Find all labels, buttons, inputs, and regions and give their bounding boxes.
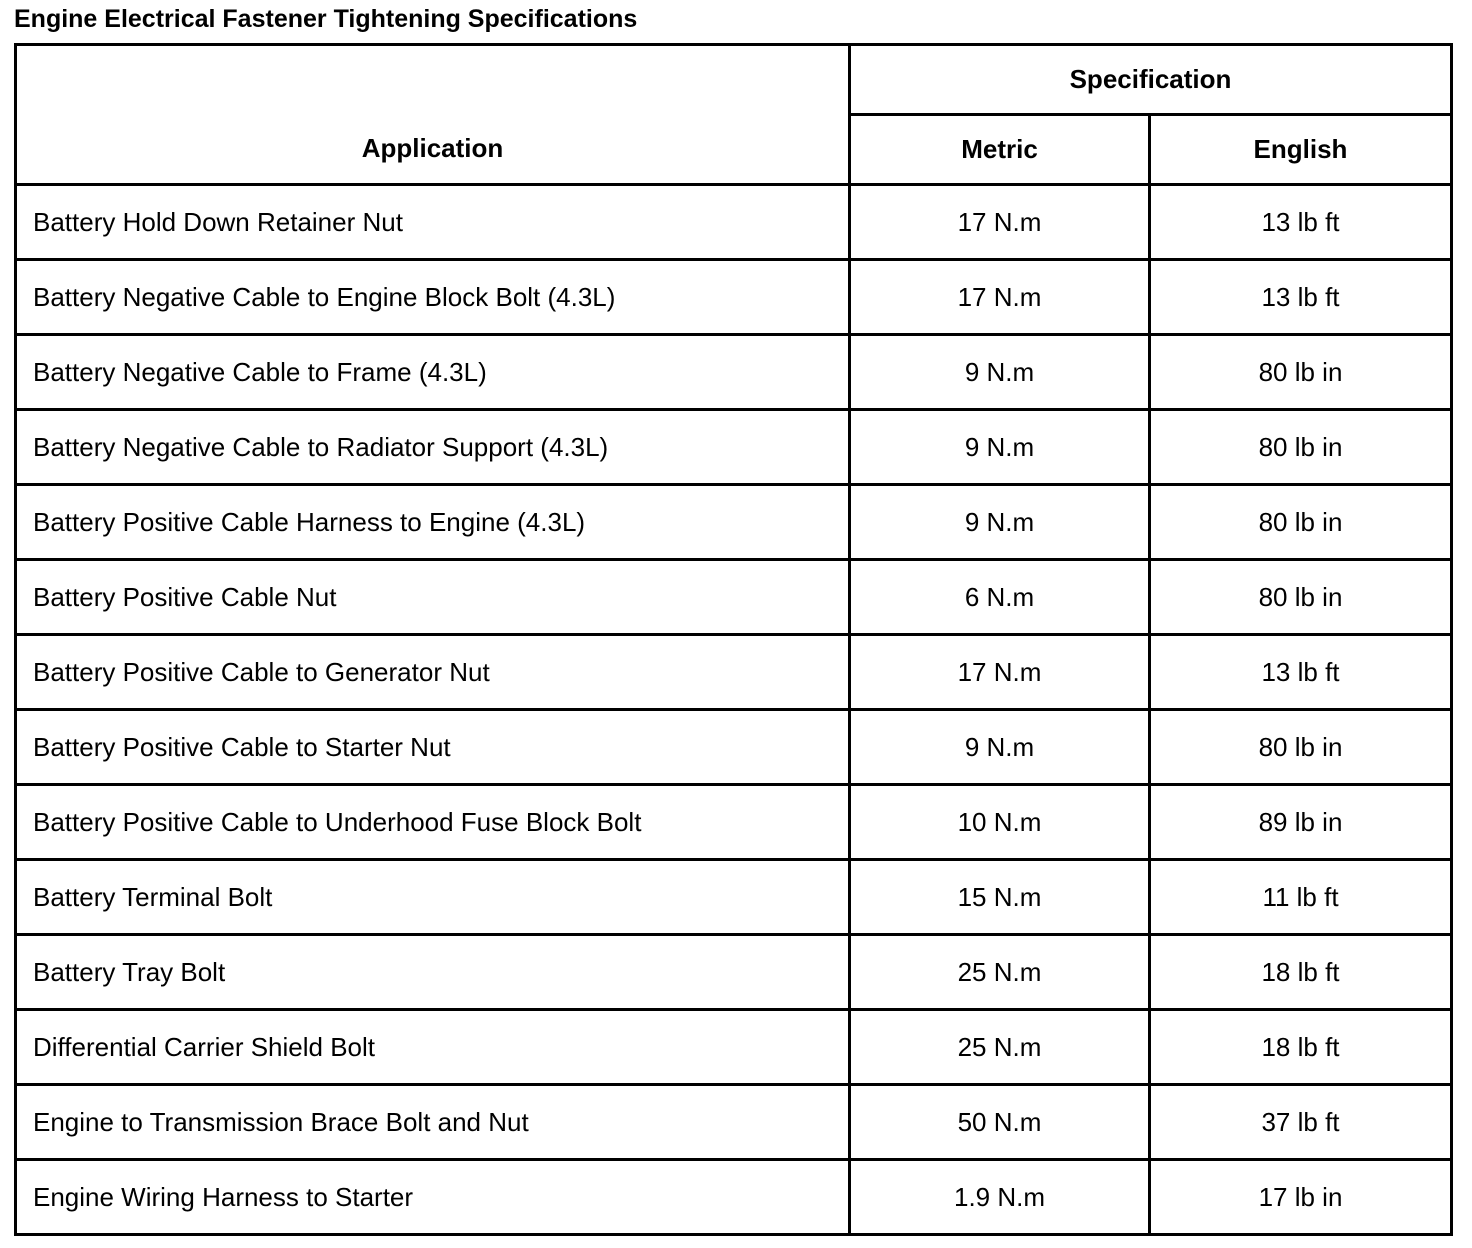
metric-cell: 10 N.m (850, 785, 1150, 860)
page-title: Engine Electrical Fastener Tightening Specifications (14, 5, 638, 33)
metric-cell: 9 N.m (850, 410, 1150, 485)
metric-header: Metric (850, 115, 1150, 185)
application-cell: Battery Positive Cable to Underhood Fuse Block Bolt (16, 785, 850, 860)
application-cell: Battery Positive Cable to Starter Nut (16, 710, 850, 785)
spec-table-body (16, 185, 1452, 1235)
application-cell: Battery Negative Cable to Radiator Support (4.3L) (16, 410, 850, 485)
english-cell: 13 lb ft (1150, 260, 1452, 335)
table-row (16, 635, 1452, 710)
table-row (16, 485, 1452, 560)
table-row (16, 1010, 1452, 1085)
application-cell: Battery Positive Cable Nut (16, 560, 850, 635)
english-cell: 18 lb ft (1150, 935, 1452, 1010)
english-cell: 89 lb in (1150, 785, 1452, 860)
metric-cell: 9 N.m (850, 710, 1150, 785)
application-cell: Battery Negative Cable to Engine Block Bolt (4.3L) (16, 260, 850, 335)
table-row (16, 1160, 1452, 1235)
application-cell: Battery Negative Cable to Frame (4.3L) (16, 335, 850, 410)
english-cell: 80 lb in (1150, 335, 1452, 410)
english-cell: 18 lb ft (1150, 1010, 1452, 1085)
metric-cell: 9 N.m (850, 485, 1150, 560)
table-row (16, 710, 1452, 785)
metric-cell: 25 N.m (850, 1010, 1150, 1085)
application-cell: Battery Hold Down Retainer Nut (16, 185, 850, 260)
table-row (16, 860, 1452, 935)
metric-cell: 6 N.m (850, 560, 1150, 635)
application-cell: Battery Positive Cable Harness to Engine (4.3L) (16, 485, 850, 560)
english-cell: 13 lb ft (1150, 185, 1452, 260)
metric-cell: 17 N.m (850, 185, 1150, 260)
application-cell: Engine Wiring Harness to Starter (16, 1160, 850, 1235)
metric-cell: 1.9 N.m (850, 1160, 1150, 1235)
metric-cell: 17 N.m (850, 635, 1150, 710)
application-cell: Battery Terminal Bolt (16, 860, 850, 935)
metric-cell: 17 N.m (850, 260, 1150, 335)
application-header: Application (16, 45, 850, 185)
header-row-top (16, 45, 1452, 115)
metric-cell: 9 N.m (850, 335, 1150, 410)
english-cell: 80 lb in (1150, 710, 1452, 785)
spec-table (14, 43, 1453, 1236)
english-cell: 37 lb ft (1150, 1085, 1452, 1160)
english-header: English (1150, 115, 1452, 185)
application-cell: Battery Tray Bolt (16, 935, 850, 1010)
table-row (16, 1085, 1452, 1160)
table-row (16, 410, 1452, 485)
table-row (16, 185, 1452, 260)
application-cell: Battery Positive Cable to Generator Nut (16, 635, 850, 710)
english-cell: 80 lb in (1150, 410, 1452, 485)
table-row (16, 785, 1452, 860)
english-cell: 17 lb in (1150, 1160, 1452, 1235)
specification-header: Specification (850, 45, 1452, 115)
english-cell: 13 lb ft (1150, 635, 1452, 710)
table-row (16, 260, 1452, 335)
table-row (16, 935, 1452, 1010)
metric-cell: 15 N.m (850, 860, 1150, 935)
table-row (16, 560, 1452, 635)
metric-cell: 50 N.m (850, 1085, 1150, 1160)
table-row (16, 335, 1452, 410)
application-cell: Differential Carrier Shield Bolt (16, 1010, 850, 1085)
application-cell: Engine to Transmission Brace Bolt and Nut (16, 1085, 850, 1160)
metric-cell: 25 N.m (850, 935, 1150, 1010)
english-cell: 80 lb in (1150, 485, 1452, 560)
english-cell: 80 lb in (1150, 560, 1452, 635)
english-cell: 11 lb ft (1150, 860, 1452, 935)
